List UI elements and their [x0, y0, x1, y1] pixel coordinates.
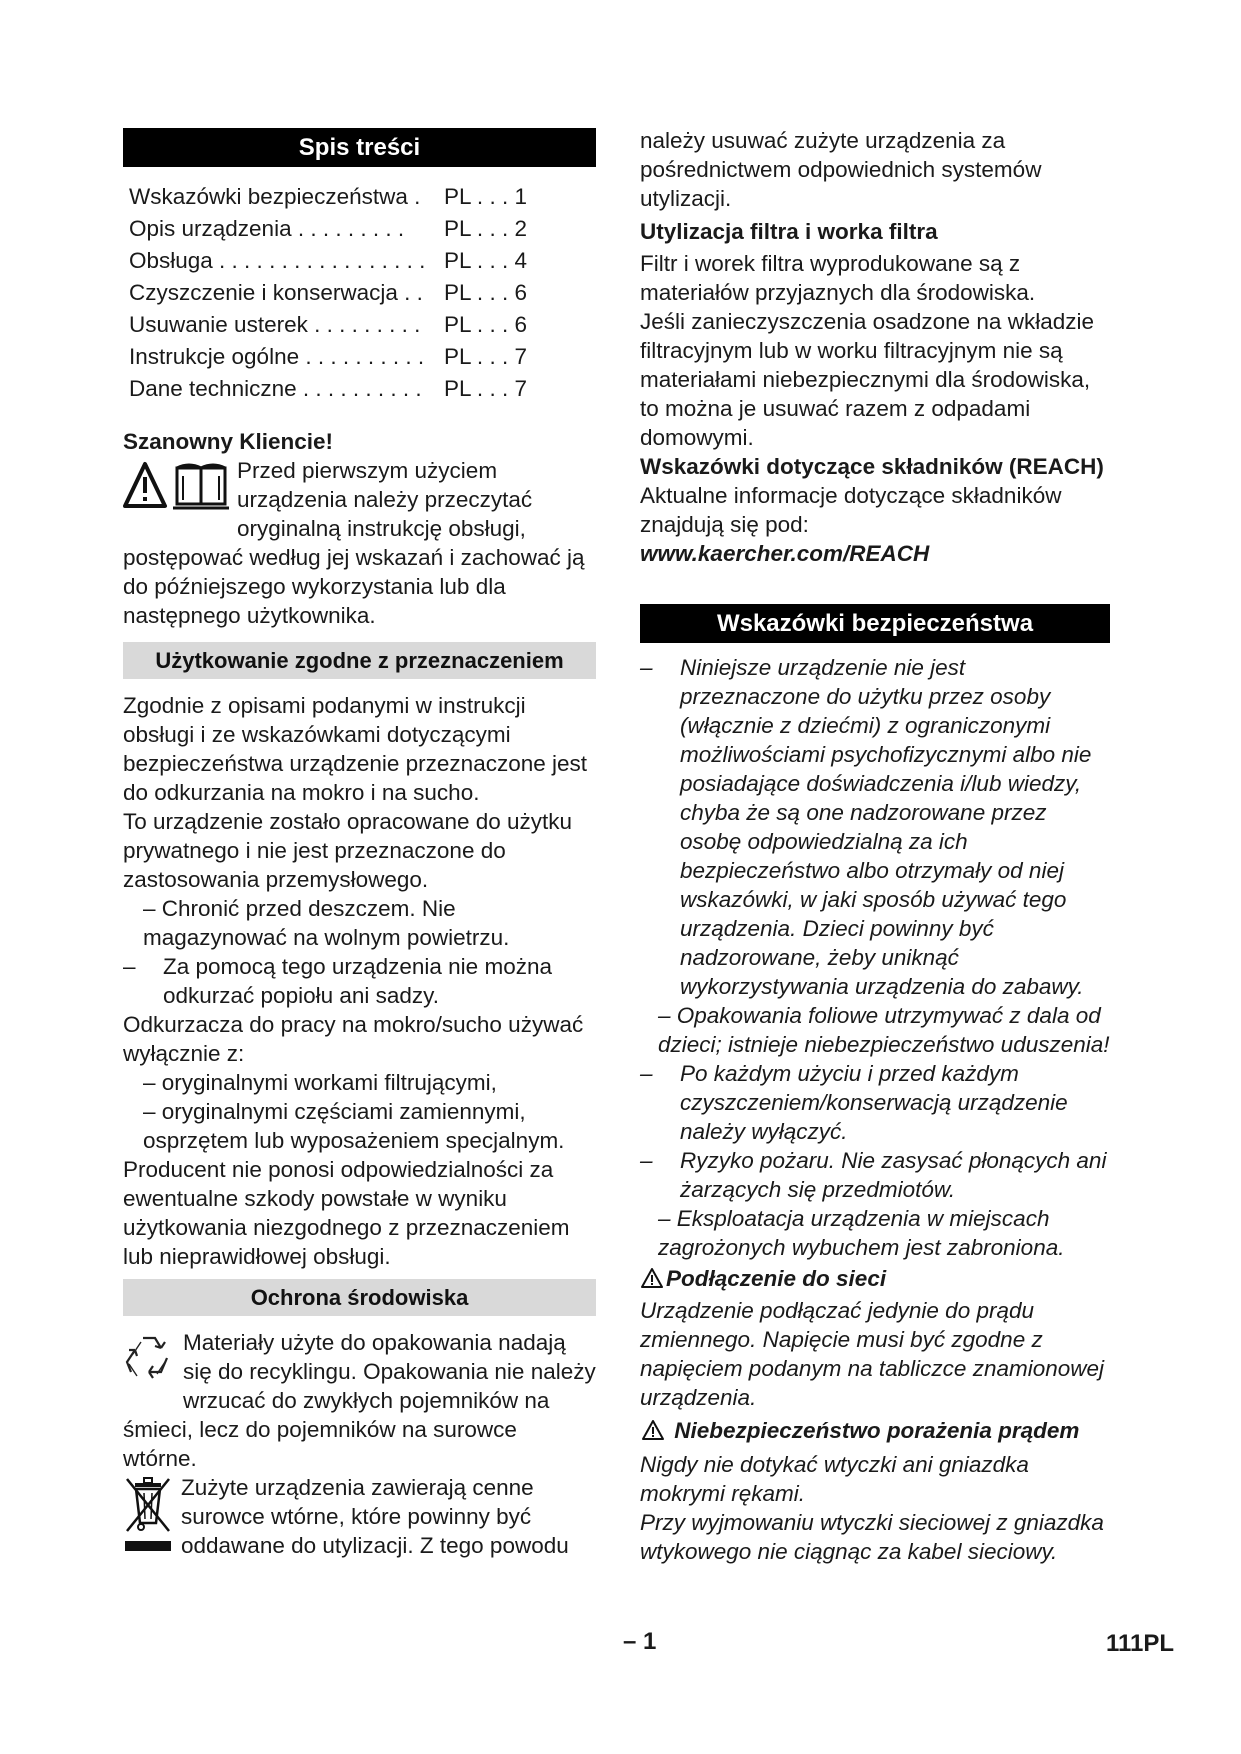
left-column: [123, 128, 596, 1564]
env-p1: Materiały użyte do opakowania nadają się do recyklingu. Opakowania nie należy wrzucać do zwykłych pojemników na śmieci, lecz do pojemników na surowce wtórne.: [123, 1330, 596, 1471]
bullet-text: Po każdym użyciu i przed każdym czyszczeniem/konserwacją urządzenie należy wyłączyć.: [680, 1061, 1068, 1144]
bullet-text: oryginalnymi workami filtrującymi,: [161, 1070, 497, 1095]
bullet-dash: –: [640, 1061, 653, 1086]
page-code: 111PL: [1106, 1630, 1175, 1657]
usage-p4: Producent nie ponosi odpowiedzialności za ewentualne szkody powstałe w wyniku użytkowania niezgodnego z przeznaczeniem lub nieprawidłowej obsługi.: [123, 1157, 570, 1269]
bullet-text: Chronić przed deszczem. Nie magazynować na wolnym powietrzu.: [143, 896, 510, 950]
bullet-text: Opakowania foliowe utrzymywać z dala od dzieci; istnieje niebezpieczeństwo uduszenia!: [658, 1003, 1110, 1057]
toc-list: [129, 181, 596, 405]
usage-bullet: [123, 952, 596, 1010]
bullet-text: Niniejsze urządzenie nie jest przeznaczone do użytku przez osoby (włącznie z dziećmi) z ograniczonymi możliwościami psychofizycznymi albo nie posiadające doświadczenia i/lub wiedzy, chyba że są one nadzorowane przez osobę odpowiedzialną za ich bezpieczeństwo albo otrzymały od niej wskazówki, w jaki sposób używać tego urządzenia. Dzieci powinny być nadzorowane, żeby uniknąć wykorzystywania urządzenia do zabawy.: [680, 655, 1092, 999]
usage-heading: Użytkowanie zgodne z przeznaczeniem: [123, 642, 596, 679]
filter-p1: Filtr i worek filtra wyprodukowane są z materiałów przyjaznych dla środowiska.: [640, 251, 1036, 305]
shock-heading-text: Niebezpieczeństwo porażenia prądem: [674, 1418, 1080, 1443]
env-p2: Zużyte urządzenia zawierają cenne surowce wtórne, które powinny być oddawane do utylizacji. Z tego powodu: [181, 1475, 569, 1558]
toc-item-page: PL . . . 7: [444, 344, 527, 369]
toc-item[interactable]: [129, 245, 596, 277]
usage-p3: Odkurzacza do pracy na mokro/sucho używać wyłącznie z:: [123, 1012, 584, 1066]
toc-item[interactable]: [129, 181, 596, 213]
bullet-text: Ryzyko pożaru. Nie zasysać płonących ani żarzących się przedmiotów.: [680, 1148, 1107, 1202]
usage-p2: To urządzenie zostało opracowane do użytku prywatnego i nie jest przeznaczone do zastosowania przemysłowego.: [123, 809, 573, 892]
toc-item[interactable]: [129, 341, 596, 373]
env-recycling-block: [123, 1328, 596, 1473]
filter-heading: Utylizacja filtra i worka filtra: [640, 219, 938, 244]
right-column: [640, 128, 1110, 1566]
shock-p1: Nigdy nie dotykać wtyczki ani gniazdka mokrymi rękami.: [640, 1452, 1029, 1506]
recycling-icon: [123, 1332, 175, 1391]
safety-heading: Wskazówki bezpieczeństwa: [640, 604, 1110, 643]
usage-bullet: [123, 1097, 596, 1155]
usage-bullet: [123, 1068, 596, 1097]
toc-item-title: Czyszczenie i konserwacja . .: [129, 280, 423, 305]
toc-item[interactable]: [129, 213, 596, 245]
intro-text: Przed pierwszym użyciem urządzenia należy przeczytać oryginalną instrukcję obsługi, postępować według jej wskazań i zachować ją do późniejszego wykorzystania lub dla następnego użytkownika.: [123, 458, 585, 628]
safety-list: [640, 653, 1110, 1566]
warning-icon: [640, 1267, 664, 1296]
mains-text: Urządzenie podłączać jedynie do prądu zmiennego. Napięcie musi być zgodne z napięciem podanym na tabliczce znamionowej urządzenia.: [640, 1298, 1105, 1410]
shock-heading: [640, 1416, 1110, 1448]
usage-bullet: [123, 894, 596, 952]
bullet-dash: –: [143, 1070, 156, 1095]
toc-heading: Spis treści: [123, 128, 596, 167]
toc-item-title: Obsługa . . . . . . . . . . . . . . . . .: [129, 248, 426, 273]
toc-item[interactable]: [129, 277, 596, 309]
filter-p2: Jeśli zanieczyszczenia osadzone na wkładzie filtracyjnym lub w worku filtracyjnym nie są materiałami niebezpiecznymi dla środowiska, to można je usuwać razem z odpadami domowymi.: [640, 309, 1094, 450]
toc-item-title: Wskazówki bezpieczeństwa .: [129, 184, 421, 209]
usage-p1: Zgodnie z opisami podanymi w instrukcji obsługi i ze wskazówkami dotyczącymi bezpieczeństwa urządzenie przeznaczone jest do odkurzania na mokro i na sucho.: [123, 693, 588, 805]
bullet-dash: –: [143, 1099, 156, 1124]
bullet-dash: –: [658, 1003, 671, 1028]
page-number: – 1: [623, 1628, 657, 1655]
toc-item[interactable]: [129, 373, 596, 405]
bullet-dash: –: [123, 954, 136, 979]
toc-item-title: Usuwanie usterek . . . . . . . . .: [129, 312, 421, 337]
mains-heading-text: Podłączenie do sieci: [666, 1266, 887, 1291]
weee-bin-icon: [123, 1473, 173, 1564]
safety-bullet: [640, 1146, 1110, 1204]
toc-item-page: PL . . . 6: [444, 312, 527, 337]
toc-item-title: Instrukcje ogólne . . . . . . . . . .: [129, 344, 425, 369]
intro-block: [123, 456, 596, 630]
bullet-dash: –: [658, 1206, 671, 1231]
reach-text: Aktualne informacje dotyczące składników znajdują się pod:: [640, 483, 1062, 537]
toc-item-page: PL . . . 1: [444, 184, 527, 209]
warning-icon: [640, 1419, 666, 1448]
toc-item-page: PL . . . 6: [444, 280, 527, 305]
greeting: Szanowny Kliencie!: [123, 429, 334, 454]
toc-item-page: PL . . . 2: [444, 216, 527, 241]
reach-link[interactable]: www.kaercher.com/REACH: [640, 541, 930, 566]
warning-manual-icon: [123, 460, 229, 519]
bullet-dash: –: [143, 896, 156, 921]
env-weee-block: [123, 1473, 596, 1560]
bullet-text: oryginalnymi częściami zamiennymi, osprzętem lub wyposażeniem specjalnym.: [143, 1099, 565, 1153]
safety-bullet: [640, 1059, 1110, 1146]
toc-item-title: Opis urządzenia . . . . . . . . .: [129, 216, 405, 241]
toc-item-page: PL . . . 7: [444, 376, 527, 401]
toc-item-title: Dane techniczne . . . . . . . . . .: [129, 376, 422, 401]
mains-heading: [640, 1264, 1110, 1296]
safety-bullet: [640, 1001, 1110, 1059]
shock-p2: Przy wyjmowaniu wtyczki sieciowej z gniazdka wtykowego nie ciągnąc za kabel sieciowy.: [640, 1510, 1104, 1564]
safety-bullet: [640, 653, 1110, 1001]
env-p2-continued: należy usuwać zużyte urządzenia za pośrednictwem odpowiednich systemów utylizacji.: [640, 128, 1042, 211]
toc-item-page: PL . . . 4: [444, 248, 527, 273]
safety-bullet: [640, 1204, 1110, 1262]
bullet-text: Eksploatacja urządzenia w miejscach zagrożonych wybuchem jest zabroniona.: [658, 1206, 1065, 1260]
bullet-dash: –: [640, 1148, 653, 1173]
bullet-dash: –: [640, 655, 653, 680]
toc-item[interactable]: [129, 309, 596, 341]
environment-heading: Ochrona środowiska: [123, 1279, 596, 1316]
bullet-text: Za pomocą tego urządzenia nie można odkurzać popiołu ani sadzy.: [163, 954, 552, 1008]
reach-heading: Wskazówki dotyczące składników (REACH): [640, 454, 1104, 479]
